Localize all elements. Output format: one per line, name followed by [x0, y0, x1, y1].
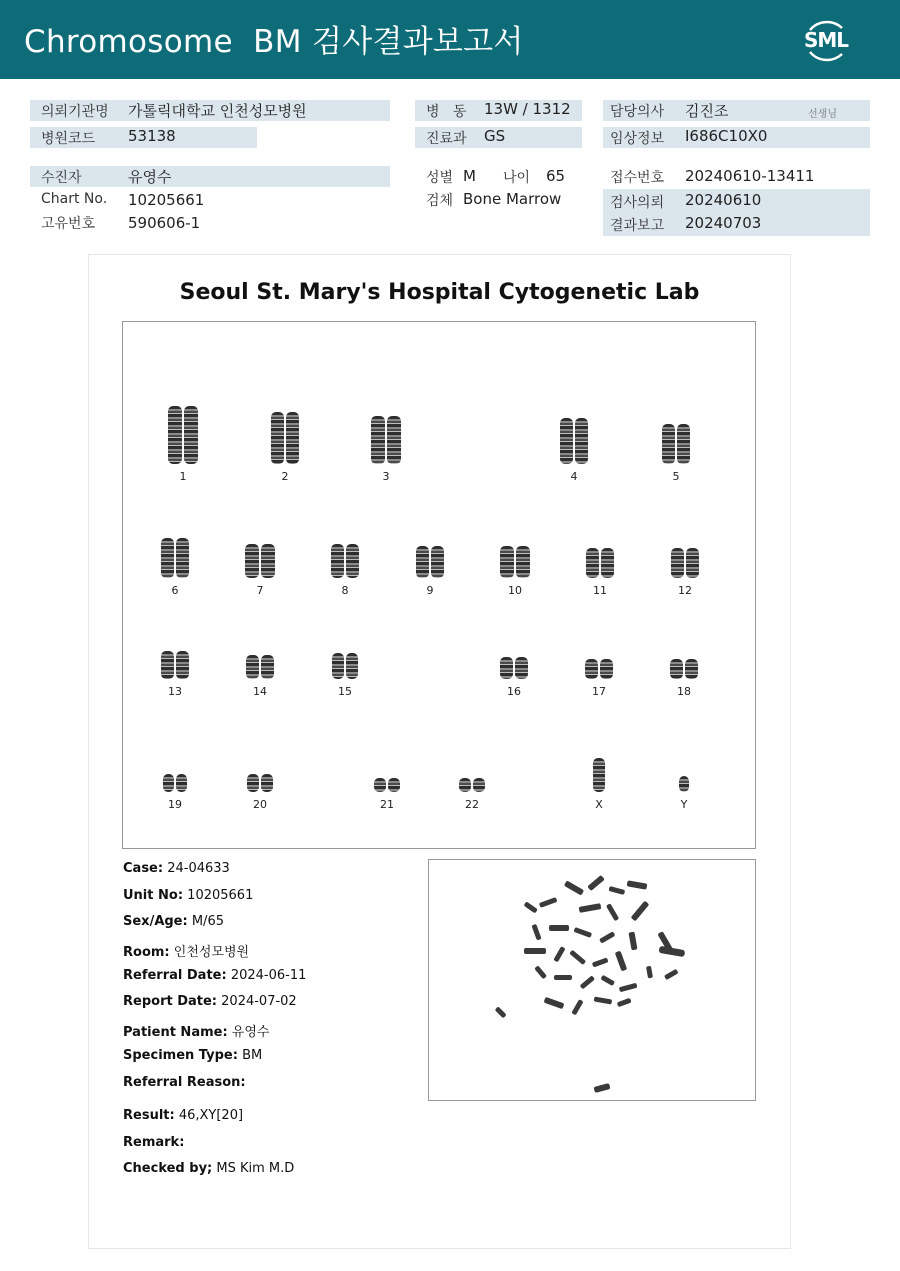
case-label: Case:	[123, 861, 164, 876]
chromosome-9-2	[431, 546, 444, 578]
report-date-value: 2024-07-02	[221, 994, 297, 1009]
chromosome-label-5: 5	[672, 470, 680, 483]
case-value: 24-04633	[167, 861, 230, 876]
chromosome-label-20: 20	[253, 798, 267, 811]
hospital-code-label: 병원코드	[41, 131, 96, 147]
patient-name-label: Patient Name:	[123, 1025, 228, 1040]
chromosome-13-2	[176, 651, 189, 679]
patient-name-line	[123, 1021, 269, 1040]
chromosome-6-2	[176, 538, 189, 578]
result-label: Result:	[123, 1108, 175, 1123]
chromosome-15-2	[346, 653, 358, 679]
chromosome-pair-X	[593, 758, 605, 792]
chromosome-3-2	[387, 416, 401, 464]
chromosome-label-14: 14	[253, 685, 267, 698]
chromosome-pair-19	[163, 774, 187, 792]
logo-text: SML	[803, 28, 849, 52]
chromosome-pair-9	[416, 546, 444, 578]
chromosome-pair-10	[500, 546, 530, 578]
specimen-label: 검체	[426, 193, 454, 209]
report-value: 20240703	[685, 214, 762, 232]
doctor-suffix: 선생님	[808, 109, 837, 120]
chromosome-label-3: 3	[382, 470, 390, 483]
checked-line	[123, 1161, 294, 1176]
chromosome-pair-17	[585, 659, 613, 679]
result-line	[123, 1108, 243, 1123]
chromosome-8-1	[331, 544, 344, 578]
chromosome-Y-1	[679, 776, 689, 792]
chromosome-pair-12	[671, 548, 699, 578]
chromosome-20-2	[261, 774, 273, 792]
age-value: 65	[546, 167, 566, 185]
chromosome-pair-2	[271, 412, 299, 464]
chromosome-19-1	[163, 774, 174, 792]
unit-value: 10205661	[187, 888, 254, 903]
chromosome-label-11: 11	[593, 584, 607, 597]
chromosome-pair-4	[560, 418, 588, 464]
chromosome-pair-1	[168, 406, 198, 464]
chromosome-2-1	[271, 412, 284, 464]
chromosome-pair-13	[161, 651, 189, 679]
room-label: Room:	[123, 945, 170, 960]
chromosome-20-1	[247, 774, 259, 792]
patient-name-value: 유영수	[231, 1025, 270, 1040]
report-title: Chromosome BM 검사결과보고서	[24, 24, 524, 60]
ward-label: 병 동	[426, 104, 467, 120]
sexage-line	[123, 914, 224, 929]
header-banner	[0, 0, 900, 79]
chromosome-21-1	[374, 778, 386, 792]
chromosome-label-13: 13	[168, 685, 182, 698]
institution-label: 의뢰기관명	[41, 104, 109, 120]
checked-value: MS Kim M.D	[216, 1161, 295, 1176]
chromosome-8-2	[346, 544, 359, 578]
clinical-label: 임상정보	[610, 131, 665, 147]
chromosome-pair-11	[586, 548, 614, 578]
specimen-type-line	[123, 1048, 262, 1063]
chromosome-label-2: 2	[281, 470, 289, 483]
remark-line	[123, 1135, 184, 1150]
chromosome-17-1	[585, 659, 598, 679]
institution-value: 가톨릭대학교 인천성모병원	[128, 102, 307, 120]
chromosome-pair-5	[662, 424, 690, 464]
room-line	[123, 941, 249, 960]
sex-label: 성별	[426, 170, 454, 186]
chromosome-pair-20	[247, 774, 273, 792]
chromosome-label-22: 22	[465, 798, 479, 811]
chromosome-label-18: 18	[677, 685, 691, 698]
patient-row-bg	[30, 166, 390, 187]
sexage-label: Sex/Age:	[123, 914, 188, 929]
chromosome-label-X: X	[595, 798, 603, 811]
clinical-value: I686C10X0	[685, 127, 768, 145]
patient-label: 수진자	[41, 170, 82, 186]
case-line	[123, 861, 230, 876]
chromosome-label-16: 16	[507, 685, 521, 698]
dept-label: 진료과	[426, 131, 467, 147]
chromosome-pair-7	[245, 544, 275, 578]
chromosome-13-1	[161, 651, 174, 679]
chromosome-4-1	[560, 418, 573, 464]
chromosome-10-1	[500, 546, 514, 578]
chromosome-18-1	[670, 659, 683, 679]
chromosome-label-10: 10	[508, 584, 522, 597]
chromosome-label-4: 4	[570, 470, 578, 483]
chromosome-pair-3	[371, 416, 401, 464]
hospital-code-value: 53138	[128, 127, 176, 145]
dept-value: GS	[484, 127, 506, 145]
chromosome-label-9: 9	[426, 584, 434, 597]
chromosome-6-1	[161, 538, 174, 578]
doctor-value: 김진조	[685, 102, 729, 120]
chromosome-label-19: 19	[168, 798, 182, 811]
chromosome-9-1	[416, 546, 429, 578]
chromosome-17-2	[600, 659, 613, 679]
report-date-label: Report Date:	[123, 994, 218, 1009]
chromosome-pair-18	[670, 659, 698, 679]
referral-date-label: Referral Date:	[123, 968, 227, 983]
chromosome-22-1	[459, 778, 471, 792]
chromosome-12-1	[671, 548, 684, 578]
chromosome-11-2	[601, 548, 614, 578]
chromosome-pair-22	[459, 778, 485, 792]
chromosome-pair-16	[500, 657, 528, 679]
chart-no-value: 10205661	[128, 191, 205, 209]
age-label: 나이	[503, 170, 531, 186]
chromosome-19-2	[176, 774, 187, 792]
metaphase-spread	[429, 860, 755, 1100]
chromosome-pair-6	[161, 538, 189, 578]
sml-logo	[800, 14, 852, 66]
unit-line	[123, 888, 253, 903]
chromosome-3-1	[371, 416, 385, 464]
sexage-value: M/65	[191, 914, 224, 929]
chromosome-14-1	[246, 655, 259, 679]
room-value: 인천성모병원	[173, 945, 250, 960]
chromosome-7-1	[245, 544, 259, 578]
patient-value: 유영수	[128, 168, 172, 186]
chromosome-21-2	[388, 778, 400, 792]
referral-reason-line	[123, 1075, 246, 1090]
chromosome-11-1	[586, 548, 599, 578]
specimen-value: Bone Marrow	[463, 190, 562, 208]
chromosome-pair-8	[331, 544, 359, 578]
chromosome-X-1	[593, 758, 605, 792]
chromosome-label-12: 12	[678, 584, 692, 597]
chromosome-1-2	[184, 406, 198, 464]
chromosome-12-2	[686, 548, 699, 578]
chromosome-16-1	[500, 657, 513, 679]
chromosome-pair-14	[246, 655, 274, 679]
receipt-label: 접수번호	[610, 170, 665, 186]
chromosome-18-2	[685, 659, 698, 679]
receipt-value: 20240610-13411	[685, 167, 815, 185]
chromosome-10-2	[516, 546, 530, 578]
request-value: 20240610	[685, 191, 762, 209]
chromosome-14-2	[261, 655, 274, 679]
report-date-line	[123, 994, 297, 1009]
chromosome-pair-15	[332, 653, 358, 679]
remark-label: Remark:	[123, 1135, 185, 1150]
specimen-type-value: BM	[242, 1048, 263, 1063]
ward-value: 13W / 1312	[484, 100, 571, 118]
chromosome-label-Y: Y	[680, 798, 688, 811]
chromosome-2-2	[286, 412, 299, 464]
chromosome-pair-Y	[679, 776, 689, 792]
chart-no-label: Chart No.	[41, 191, 108, 207]
id-no-value: 590606-1	[128, 214, 201, 232]
referral-date-value: 2024-06-11	[230, 968, 307, 983]
chromosome-pair-21	[374, 778, 400, 792]
report-label: 결과보고	[610, 218, 665, 234]
referral-date-line	[123, 968, 306, 983]
referral-reason-label: Referral Reason:	[123, 1075, 246, 1090]
sex-value: M	[463, 167, 476, 185]
request-label: 검사의뢰	[610, 195, 665, 211]
chromosome-1-1	[168, 406, 182, 464]
chromosome-5-2	[677, 424, 690, 464]
specimen-type-label: Specimen Type:	[123, 1048, 238, 1063]
chromosome-5-1	[662, 424, 675, 464]
doctor-label: 담당의사	[610, 104, 665, 120]
chromosome-4-2	[575, 418, 588, 464]
result-value: 46,XY[20]	[178, 1108, 244, 1123]
chromosome-22-2	[473, 778, 485, 792]
chromosome-label-6: 6	[171, 584, 179, 597]
lab-title: Seoul St. Mary's Hospital Cytogenetic Lab	[179, 280, 700, 305]
chromosome-label-7: 7	[256, 584, 264, 597]
chromosome-label-21: 21	[380, 798, 394, 811]
metaphase-image	[428, 859, 756, 1101]
chromosome-label-17: 17	[592, 685, 606, 698]
chromosome-label-15: 15	[338, 685, 352, 698]
chromosome-label-8: 8	[341, 584, 349, 597]
unit-label: Unit No:	[123, 888, 184, 903]
chromosome-label-1: 1	[179, 470, 187, 483]
chromosome-15-1	[332, 653, 344, 679]
id-no-label: 고유번호	[41, 216, 96, 232]
chromosome-16-2	[515, 657, 528, 679]
chromosome-7-2	[261, 544, 275, 578]
checked-label: Checked by;	[123, 1161, 213, 1176]
